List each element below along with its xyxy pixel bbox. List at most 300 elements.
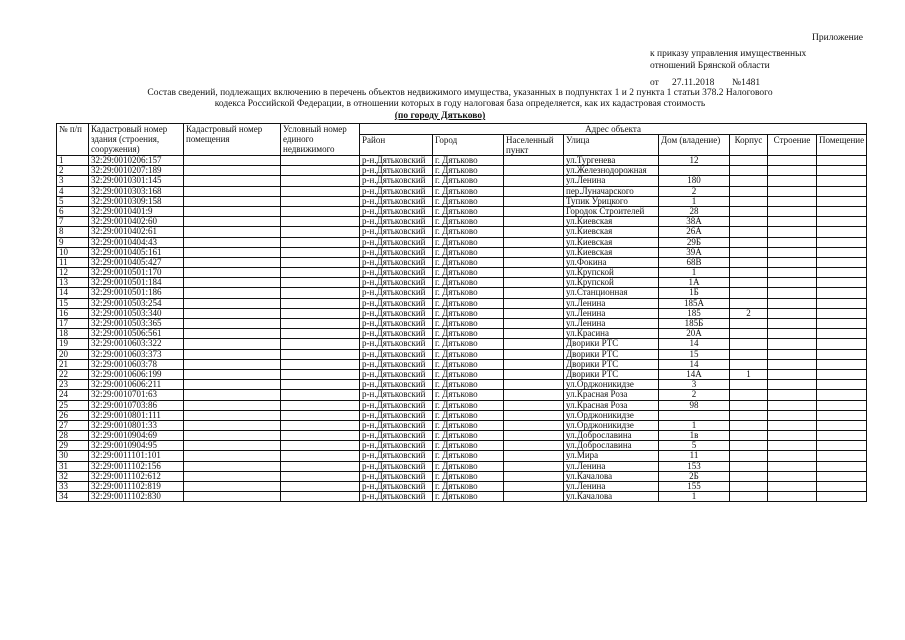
korpus-cell [730, 420, 768, 430]
row-number-cell: 33 [57, 482, 89, 492]
cadastral-number-cell: 32:29:0010402:61 [89, 227, 184, 237]
conditional-number-cell [281, 156, 360, 166]
settlement-cell [504, 156, 564, 166]
document-subtitle: (по городу Дятьково) [394, 111, 486, 121]
room-cadastral-cell [184, 339, 281, 349]
cadastral-number-cell: 32:29:0010703:86 [89, 400, 184, 410]
settlement-cell [504, 461, 564, 471]
row-number-cell: 16 [57, 308, 89, 318]
city-cell: г. Дятьково [433, 380, 504, 390]
conditional-number-cell [281, 329, 360, 339]
cadastral-number-cell: 32:29:0010603:78 [89, 359, 184, 369]
building-number-cell [768, 206, 817, 216]
korpus-cell [730, 431, 768, 441]
street-cell: ул.Крупской [564, 278, 659, 288]
street-cell: ул.Доброславина [564, 441, 659, 451]
row-number-cell: 9 [57, 237, 89, 247]
city-cell: г. Дятьково [433, 217, 504, 227]
city-cell: г. Дятьково [433, 227, 504, 237]
conditional-number-cell [281, 257, 360, 267]
table-row [57, 441, 867, 451]
conditional-number-cell [281, 186, 360, 196]
room-number-cell [817, 268, 867, 278]
house-number-cell: 26А [659, 227, 730, 237]
room-number-cell [817, 471, 867, 481]
city-cell: г. Дятьково [433, 461, 504, 471]
city-cell: г. Дятьково [433, 257, 504, 267]
building-number-cell [768, 492, 817, 502]
cadastral-number-cell: 32:29:0010401:9 [89, 206, 184, 216]
room-cadastral-cell [184, 410, 281, 420]
building-number-cell [768, 156, 817, 166]
table-row [57, 390, 867, 400]
street-cell: ул.Ленина [564, 176, 659, 186]
room-cadastral-cell [184, 176, 281, 186]
building-number-cell [768, 410, 817, 420]
building-number-cell [768, 268, 817, 278]
cadastral-number-cell: 32:29:0010402:60 [89, 217, 184, 227]
room-number-cell [817, 451, 867, 461]
street-cell: ул.Красина [564, 329, 659, 339]
building-number-cell [768, 319, 817, 329]
room-cadastral-cell [184, 441, 281, 451]
settlement-cell [504, 339, 564, 349]
district-cell: р-н.Дятьковский [360, 319, 433, 329]
house-number-cell: 1 [659, 420, 730, 430]
city-cell: г. Дятьково [433, 298, 504, 308]
room-cadastral-cell [184, 196, 281, 206]
house-number-cell: 1в [659, 431, 730, 441]
room-number-cell [817, 278, 867, 288]
district-cell: р-н.Дятьковский [360, 461, 433, 471]
conditional-number-cell [281, 390, 360, 400]
city-cell: г. Дятьково [433, 482, 504, 492]
room-number-cell [817, 247, 867, 257]
cadastral-number-cell: 32:29:0010503:340 [89, 308, 184, 318]
cadastral-number-cell: 32:29:0010606:199 [89, 369, 184, 379]
cadastral-number-cell: 32:29:0010801:33 [89, 420, 184, 430]
city-cell: г. Дятьково [433, 420, 504, 430]
korpus-cell [730, 176, 768, 186]
table-row [57, 217, 867, 227]
settlement-cell [504, 410, 564, 420]
row-number-cell: 12 [57, 268, 89, 278]
building-number-cell [768, 390, 817, 400]
room-number-cell [817, 461, 867, 471]
room-cadastral-cell [184, 217, 281, 227]
street-cell: ул.Ленина [564, 308, 659, 318]
room-cadastral-cell [184, 349, 281, 359]
table-row [57, 196, 867, 206]
building-number-cell [768, 237, 817, 247]
city-cell: г. Дятьково [433, 156, 504, 166]
korpus-cell [730, 319, 768, 329]
settlement-cell [504, 237, 564, 247]
cadastral-number-cell: 32:29:0010405:427 [89, 257, 184, 267]
conditional-number-cell [281, 410, 360, 420]
street-cell: ул.Киевская [564, 217, 659, 227]
street-cell: ул.Ленина [564, 482, 659, 492]
street-cell: ул.Мира [564, 451, 659, 461]
district-cell: р-н.Дятьковский [360, 349, 433, 359]
room-number-cell [817, 206, 867, 216]
korpus-cell [730, 349, 768, 359]
street-cell: ул.Ленина [564, 298, 659, 308]
district-cell: р-н.Дятьковский [360, 247, 433, 257]
korpus-cell [730, 471, 768, 481]
col-header-settlement: Населенный пункт [504, 135, 564, 156]
building-number-cell [768, 400, 817, 410]
street-cell: ул.Крупской [564, 268, 659, 278]
korpus-cell [730, 451, 768, 461]
street-cell: пер.Луначарского [564, 186, 659, 196]
col-header-building: Строение [768, 135, 817, 156]
house-number-cell: 3 [659, 380, 730, 390]
conditional-number-cell [281, 349, 360, 359]
korpus-cell [730, 461, 768, 471]
settlement-cell [504, 441, 564, 451]
korpus-cell [730, 166, 768, 176]
room-cadastral-cell [184, 298, 281, 308]
table-row [57, 461, 867, 471]
table-row [57, 237, 867, 247]
building-number-cell [768, 186, 817, 196]
house-number-cell: 155 [659, 482, 730, 492]
house-number-cell: 68В [659, 257, 730, 267]
row-number-cell: 11 [57, 257, 89, 267]
row-number-cell: 5 [57, 196, 89, 206]
room-cadastral-cell [184, 461, 281, 471]
row-number-cell: 3 [57, 176, 89, 186]
conditional-number-cell [281, 196, 360, 206]
order-number: №1481 [732, 78, 761, 88]
korpus-cell [730, 441, 768, 451]
korpus-cell: 1 [730, 369, 768, 379]
street-cell: ул.Станционная [564, 288, 659, 298]
room-cadastral-cell [184, 257, 281, 267]
conditional-number-cell [281, 359, 360, 369]
conditional-number-cell [281, 206, 360, 216]
district-cell: р-н.Дятьковский [360, 400, 433, 410]
room-cadastral-cell [184, 206, 281, 216]
cadastral-number-cell: 32:29:0010303:168 [89, 186, 184, 196]
conditional-number-cell [281, 492, 360, 502]
district-cell: р-н.Дятьковский [360, 288, 433, 298]
korpus-cell [730, 278, 768, 288]
cadastral-number-cell: 32:29:0010207:189 [89, 166, 184, 176]
row-number-cell: 30 [57, 451, 89, 461]
city-cell: г. Дятьково [433, 186, 504, 196]
room-cadastral-cell [184, 451, 281, 461]
district-cell: р-н.Дятьковский [360, 451, 433, 461]
korpus-cell [730, 227, 768, 237]
property-register-table [56, 123, 867, 502]
room-number-cell [817, 166, 867, 176]
row-number-cell: 4 [57, 186, 89, 196]
row-number-cell: 22 [57, 369, 89, 379]
korpus-cell [730, 257, 768, 267]
table-row [57, 369, 867, 379]
settlement-cell [504, 186, 564, 196]
street-cell: ул.Орджоникидзе [564, 380, 659, 390]
row-number-cell: 17 [57, 319, 89, 329]
korpus-cell [730, 247, 768, 257]
settlement-cell [504, 257, 564, 267]
table-row [57, 308, 867, 318]
settlement-cell [504, 227, 564, 237]
room-cadastral-cell [184, 390, 281, 400]
conditional-number-cell [281, 288, 360, 298]
room-cadastral-cell [184, 359, 281, 369]
settlement-cell [504, 420, 564, 430]
building-number-cell [768, 349, 817, 359]
korpus-cell [730, 492, 768, 502]
street-cell: ул.Железнодорожная [564, 166, 659, 176]
cadastral-number-cell: 32:29:0010501:186 [89, 288, 184, 298]
table-row [57, 410, 867, 420]
room-number-cell [817, 319, 867, 329]
conditional-number-cell [281, 166, 360, 176]
korpus-cell [730, 339, 768, 349]
street-cell: Дворики РТС [564, 359, 659, 369]
settlement-cell [504, 176, 564, 186]
street-cell: Дворики РТС [564, 369, 659, 379]
cadastral-number-cell: 32:29:0010206:157 [89, 156, 184, 166]
table-row [57, 482, 867, 492]
room-cadastral-cell [184, 319, 281, 329]
cadastral-number-cell: 32:29:0010904:95 [89, 441, 184, 451]
settlement-cell [504, 298, 564, 308]
table-row [57, 156, 867, 166]
house-number-cell [659, 410, 730, 420]
cadastral-number-cell: 32:29:0010404:43 [89, 237, 184, 247]
korpus-cell [730, 217, 768, 227]
table-body [57, 156, 867, 502]
table-row [57, 288, 867, 298]
conditional-number-cell [281, 247, 360, 257]
room-number-cell [817, 369, 867, 379]
street-cell: ул.Ленина [564, 319, 659, 329]
conditional-number-cell [281, 400, 360, 410]
settlement-cell [504, 431, 564, 441]
house-number-cell: 1 [659, 196, 730, 206]
settlement-cell [504, 278, 564, 288]
conditional-number-cell [281, 227, 360, 237]
korpus-cell [730, 400, 768, 410]
city-cell: г. Дятьково [433, 166, 504, 176]
korpus-cell [730, 186, 768, 196]
district-cell: р-н.Дятьковский [360, 420, 433, 430]
room-cadastral-cell [184, 471, 281, 481]
building-number-cell [768, 441, 817, 451]
cadastral-number-cell: 32:29:0010701:63 [89, 390, 184, 400]
city-cell: г. Дятьково [433, 451, 504, 461]
room-cadastral-cell [184, 431, 281, 441]
room-number-cell [817, 410, 867, 420]
room-number-cell [817, 257, 867, 267]
room-cadastral-cell [184, 268, 281, 278]
district-cell: р-н.Дятьковский [360, 186, 433, 196]
cadastral-number-cell: 32:29:0010603:373 [89, 349, 184, 359]
building-number-cell [768, 308, 817, 318]
room-number-cell [817, 380, 867, 390]
cadastral-number-cell: 32:29:0011102:830 [89, 492, 184, 502]
house-number-cell: 5 [659, 441, 730, 451]
city-cell: г. Дятьково [433, 369, 504, 379]
row-number-cell: 15 [57, 298, 89, 308]
table-row [57, 166, 867, 176]
district-cell: р-н.Дятьковский [360, 206, 433, 216]
room-number-cell [817, 329, 867, 339]
row-number-cell: 13 [57, 278, 89, 288]
table-row [57, 268, 867, 278]
row-number-cell: 1 [57, 156, 89, 166]
settlement-cell [504, 400, 564, 410]
street-cell: ул.Орджоникидзе [564, 410, 659, 420]
settlement-cell [504, 247, 564, 257]
city-cell: г. Дятьково [433, 319, 504, 329]
house-number-cell: 98 [659, 400, 730, 410]
cadastral-number-cell: 32:29:0010501:184 [89, 278, 184, 288]
row-number-cell: 24 [57, 390, 89, 400]
street-cell: ул.Киевская [564, 247, 659, 257]
settlement-cell [504, 482, 564, 492]
room-cadastral-cell [184, 329, 281, 339]
room-number-cell [817, 217, 867, 227]
room-cadastral-cell [184, 308, 281, 318]
settlement-cell [504, 349, 564, 359]
settlement-cell [504, 369, 564, 379]
table-row [57, 339, 867, 349]
house-number-cell: 185А [659, 298, 730, 308]
cadastral-number-cell: 32:29:0010503:365 [89, 319, 184, 329]
col-header-cond-number: Условный номер единого недвижимого [281, 124, 360, 156]
street-cell: ул.Красная Роза [564, 400, 659, 410]
document-title-line1: Состав сведений, подлежащих включению в перечень объектов недвижимого имущества, указанных в подпунктах 1 и 2 пункта 1 статьи 378.2 Налогового [147, 88, 773, 98]
row-number-cell: 20 [57, 349, 89, 359]
district-cell: р-н.Дятьковский [360, 268, 433, 278]
settlement-cell [504, 451, 564, 461]
house-number-cell [659, 166, 730, 176]
city-cell: г. Дятьково [433, 349, 504, 359]
house-number-cell: 185 [659, 308, 730, 318]
street-cell: ул.Качалова [564, 471, 659, 481]
conditional-number-cell [281, 471, 360, 481]
cadastral-number-cell: 32:29:0010309:158 [89, 196, 184, 206]
conditional-number-cell [281, 461, 360, 471]
table-row [57, 278, 867, 288]
row-number-cell: 29 [57, 441, 89, 451]
district-cell: р-н.Дятьковский [360, 482, 433, 492]
korpus-cell [730, 156, 768, 166]
conditional-number-cell [281, 369, 360, 379]
cadastral-number-cell: 32:29:0010606:211 [89, 380, 184, 390]
col-header-street: Улица [564, 135, 659, 156]
district-cell: р-н.Дятьковский [360, 196, 433, 206]
room-number-cell [817, 441, 867, 451]
settlement-cell [504, 359, 564, 369]
building-number-cell [768, 166, 817, 176]
korpus-cell [730, 206, 768, 216]
room-cadastral-cell [184, 288, 281, 298]
district-cell: р-н.Дятьковский [360, 431, 433, 441]
city-cell: г. Дятьково [433, 441, 504, 451]
row-number-cell: 18 [57, 329, 89, 339]
house-number-cell: 11 [659, 451, 730, 461]
room-number-cell [817, 400, 867, 410]
building-number-cell [768, 339, 817, 349]
settlement-cell [504, 217, 564, 227]
row-number-cell: 34 [57, 492, 89, 502]
city-cell: г. Дятьково [433, 400, 504, 410]
room-cadastral-cell [184, 400, 281, 410]
district-cell: р-н.Дятьковский [360, 329, 433, 339]
district-cell: р-н.Дятьковский [360, 237, 433, 247]
conditional-number-cell [281, 298, 360, 308]
row-number-cell: 26 [57, 410, 89, 420]
settlement-cell [504, 308, 564, 318]
house-number-cell: 1Б [659, 288, 730, 298]
row-number-cell: 31 [57, 461, 89, 471]
district-cell: р-н.Дятьковский [360, 166, 433, 176]
house-number-cell: 1 [659, 492, 730, 502]
room-cadastral-cell [184, 420, 281, 430]
room-number-cell [817, 431, 867, 441]
building-number-cell [768, 196, 817, 206]
city-cell: г. Дятьково [433, 237, 504, 247]
table-row [57, 359, 867, 369]
room-number-cell [817, 492, 867, 502]
building-number-cell [768, 461, 817, 471]
room-number-cell [817, 176, 867, 186]
row-number-cell: 32 [57, 471, 89, 481]
row-number-cell: 25 [57, 400, 89, 410]
building-number-cell [768, 217, 817, 227]
conditional-number-cell [281, 268, 360, 278]
settlement-cell [504, 380, 564, 390]
city-cell: г. Дятьково [433, 308, 504, 318]
street-cell: ул.Тургенева [564, 156, 659, 166]
street-cell: Городок Строителей [564, 206, 659, 216]
row-number-cell: 14 [57, 288, 89, 298]
document-title-line2: кодекса Российской Федерации, в отношении которых в году налоговая база определяется, как их кадастровая стоимость [214, 99, 706, 109]
settlement-cell [504, 390, 564, 400]
conditional-number-cell [281, 278, 360, 288]
room-number-cell [817, 359, 867, 369]
table-row [57, 176, 867, 186]
room-number-cell [817, 186, 867, 196]
house-number-cell: 38А [659, 217, 730, 227]
district-cell: р-н.Дятьковский [360, 471, 433, 481]
conditional-number-cell [281, 420, 360, 430]
conditional-number-cell [281, 431, 360, 441]
district-cell: р-н.Дятьковский [360, 257, 433, 267]
city-cell: г. Дятьково [433, 288, 504, 298]
room-cadastral-cell [184, 156, 281, 166]
table-row [57, 319, 867, 329]
district-cell: р-н.Дятьковский [360, 369, 433, 379]
district-cell: р-н.Дятьковский [360, 217, 433, 227]
cadastral-number-cell: 32:29:0010405:161 [89, 247, 184, 257]
city-cell: г. Дятьково [433, 359, 504, 369]
settlement-cell [504, 319, 564, 329]
cadastral-number-cell: 32:29:0010506:561 [89, 329, 184, 339]
cadastral-number-cell: 32:29:0011101:101 [89, 451, 184, 461]
district-cell: р-н.Дятьковский [360, 380, 433, 390]
city-cell: г. Дятьково [433, 390, 504, 400]
street-cell: ул.Киевская [564, 227, 659, 237]
building-number-cell [768, 471, 817, 481]
